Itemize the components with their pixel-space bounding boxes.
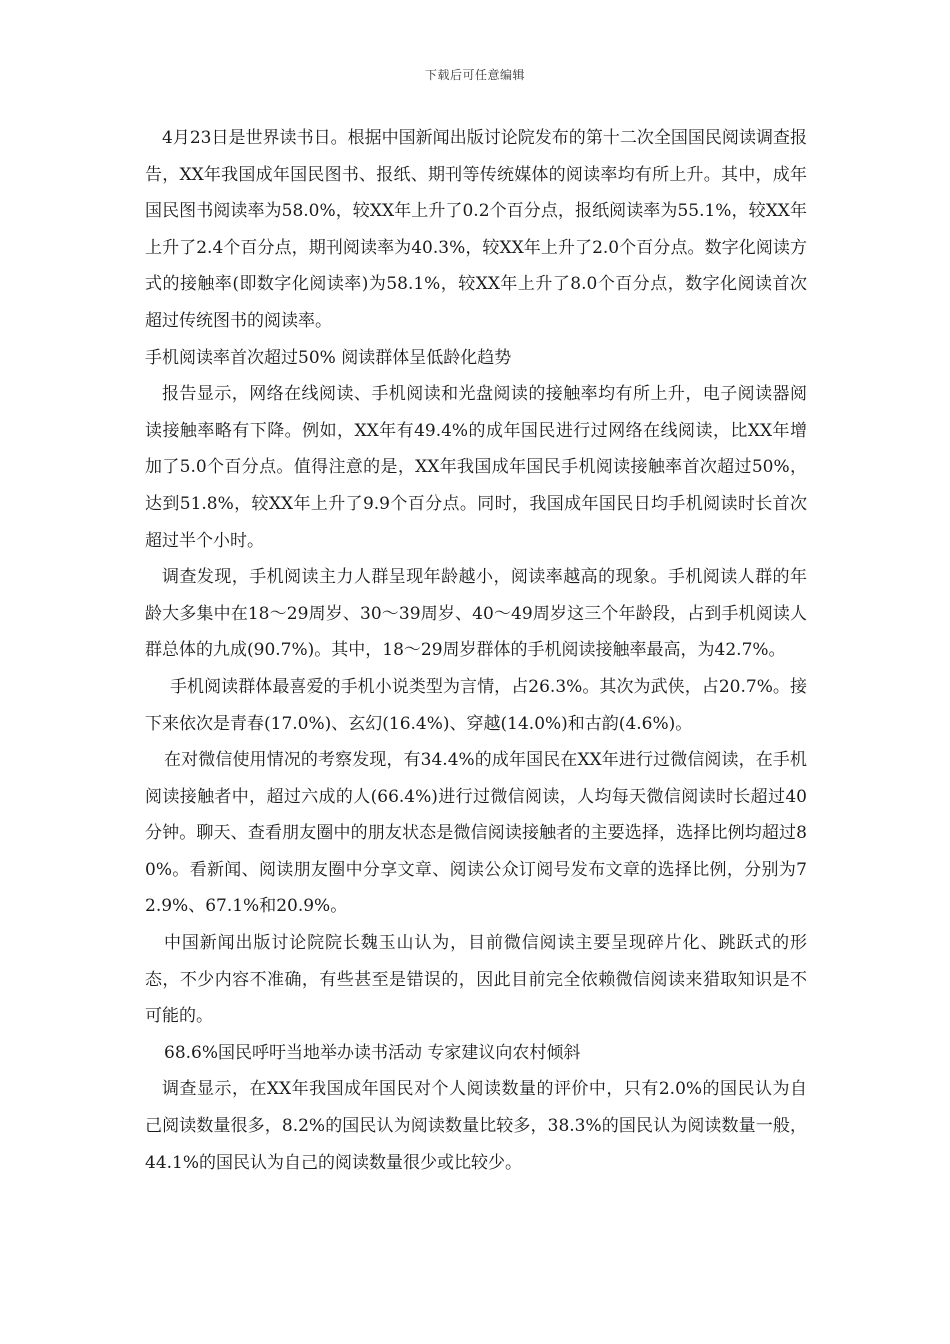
paragraph-self-evaluation: 调查显示，在XX年我国成年国民对个人阅读数量的评价中，只有2.0%的国民认为自己阅读数量很多，8.2%的国民认为阅读数量比较多，38.3%的国民认为阅读数量一般，44.1%的国民认为自己的阅读数量很少或比较少。 — [145, 1079, 807, 1173]
paragraph-world-reading-day: 4月23日是世界读书日。根据中国新闻出版讨论院发布的第十二次全国国民阅读调查报告，XX年我国成年国民图书、报纸、期刊等传统媒体的阅读率均有所上升。其中，成年国民图书阅读率为58.0%，较XX年上升了0.2个百分点，报纸阅读率为55.1%，较XX年上升了2.4个百分点，期刊阅读率为40.3%，较XX年上升了2.0个百分点。数字化阅读方式的接触率(即数字化阅读率)为58.1%，较XX年上升了8.0个百分点，数字化阅读首次超过传统图书的阅读率。 — [145, 128, 807, 331]
paragraph-expert-opinion: 中国新闻出版讨论院院长魏玉山认为，目前微信阅读主要呈现碎片化、跳跃式的形态，不少内容不准确，有些甚至是错误的，因此目前完全依赖微信阅读来猎取知识是不可能的。 — [145, 933, 807, 1027]
paragraph-report-findings: 报告显示，网络在线阅读、手机阅读和光盘阅读的接触率均有所上升，电子阅读器阅读接触率略有下降。例如，XX年有49.4%的成年国民进行过网络在线阅读，比XX年增加了5.0个百分点。值得注意的是，XX年我国成年国民手机阅读接触率首次超过50%，达到51.8%，较XX年上升了9.9个百分点。同时，我国成年国民日均手机阅读时长首次超过半个小时。 — [145, 384, 807, 551]
section-heading-reading-activities: 68.6%国民呼吁当地举办读书活动 专家建议向农村倾斜 — [164, 1042, 581, 1063]
paragraph-novel-genres: 手机阅读群体最喜爱的手机小说类型为言情，占26.3%。其次为武侠，占20.7%。接下来依次是青春(17.0%)、玄幻(16.4%)、穿越(14.0%)和古韵(4.6%)。 — [145, 676, 807, 734]
paragraph-wechat-reading: 在对微信使用情况的考察发现，有34.4%的成年国民在XX年进行过微信阅读，在手机阅读接触者中，超过六成的人(66.4%)进行过微信阅读，人均每天微信阅读时长超过40分钟。聊天、查看朋友圈中的朋友状态是微信阅读接触者的主要选择，选择比例均超过80%。看新闻、阅读朋友圈中分享文章、阅读公众订阅号发布文章的选择比例，分别为72.9%、67.1%和20.9%。 — [145, 750, 807, 917]
section-heading-mobile-reading: 手机阅读率首次超过50% 阅读群体呈低龄化趋势 — [145, 347, 512, 368]
page-header-note: 下载后可任意编辑 — [424, 68, 525, 82]
paragraph-age-groups: 调查发现，手机阅读主力人群呈现年龄越小，阅读率越高的现象。手机阅读人群的年龄大多集中在18～29周岁、30～39周岁、40～49周岁这三个年龄段，占到手机阅读人群总体的九成(90.7%)。其中，18～29周岁群体的手机阅读接触率最高，为42.7%。 — [145, 567, 807, 661]
document-body — [145, 120, 807, 1181]
